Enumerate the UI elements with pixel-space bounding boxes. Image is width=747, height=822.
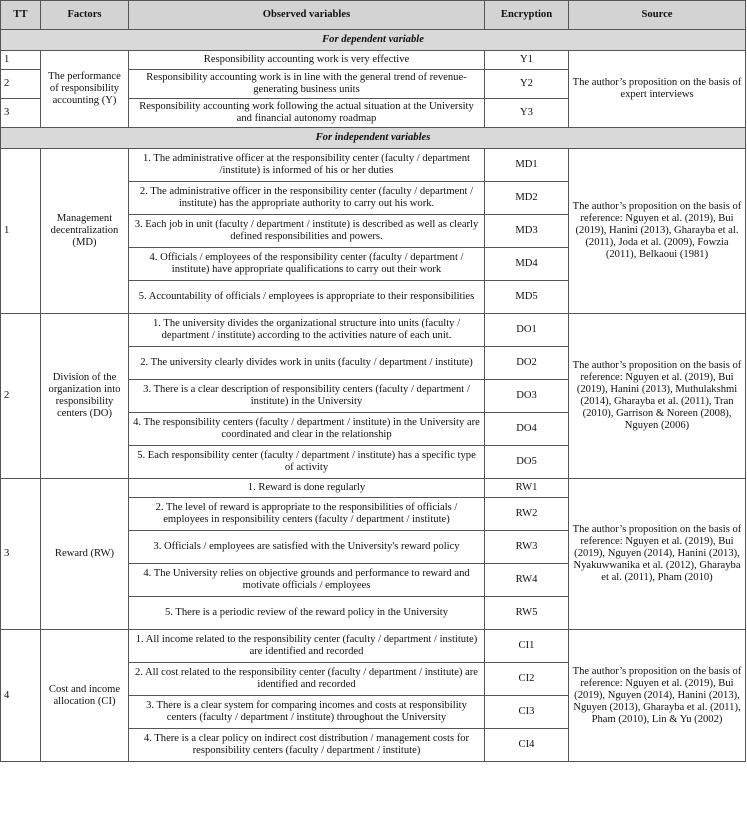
variable-cell: 1. The university divides the organizational structure into units (faculty / department / institute) according to the activities nature of each unit. (129, 314, 485, 347)
variable-cell: 2. All cost related to the responsibility center (faculty / department / institute) are identified and recorded (129, 663, 485, 696)
code-cell: CI2 (485, 663, 569, 696)
code-cell: RW2 (485, 498, 569, 531)
factor-cell: Cost and income allocation (CI) (41, 630, 129, 762)
code-cell: DO2 (485, 347, 569, 380)
variable-cell: 3. Each job in unit (faculty / department / institute) is described as well as clearly defined responsibilities and powers. (129, 215, 485, 248)
variable-cell: 3. There is a clear description of responsibility centers (faculty / department / institute) in the University (129, 380, 485, 413)
section-dependent: For dependent variable (1, 30, 746, 51)
source-cell: The author’s proposition on the basis of expert interviews (569, 51, 746, 128)
variable-cell: Responsibility accounting work following the actual situation at the University and financial autonomy roadmap (129, 99, 485, 128)
code-cell: DO1 (485, 314, 569, 347)
group-tt: 4 (1, 630, 41, 762)
code-cell: DO4 (485, 413, 569, 446)
factor-cell: Reward (RW) (41, 479, 129, 630)
code-cell: DO5 (485, 446, 569, 479)
table-row (1, 479, 746, 498)
variable-cell: 2. The level of reward is appropriate to the responsibilities of officials / employees in responsibility centers (faculty / department / institute) (129, 498, 485, 531)
variable-cell: 1. All income related to the responsibility center (faculty / department / institute) are identified and recorded (129, 630, 485, 663)
section-independent: For independent variables (1, 128, 746, 149)
code-cell: RW3 (485, 531, 569, 564)
code-cell: Y3 (485, 99, 569, 128)
group-tt: 1 (1, 149, 41, 314)
group-tt: 3 (1, 479, 41, 630)
source-cell: The author’s proposition on the basis of reference: Nguyen et al. (2019), Bui (2019), Nguyen (2014), Hanini (2013), Nyakuwwanika et al. (2012), Gharayba et al. (2011), Pham (2010) (569, 479, 746, 630)
table-row (1, 51, 746, 70)
variable-cell: Responsibility accounting work is in line with the general trend of revenue-generating business units (129, 70, 485, 99)
variable-cell: 4. The University relies on objective grounds and performance to reward and motivate officials / employees (129, 564, 485, 597)
header-source: Source (569, 1, 746, 30)
factor-cell: Management decentralization (MD) (41, 149, 129, 314)
code-cell: MD2 (485, 182, 569, 215)
header-factors: Factors (41, 1, 129, 30)
code-cell: RW4 (485, 564, 569, 597)
source-cell: The author’s proposition on the basis of reference: Nguyen et al. (2019), Bui (2019), Nguyen (2014), Hanini (2013), Nguyen (2013), Gharayba et al. (2011), Pham (2010), Lin & Yu (2002) (569, 630, 746, 762)
table-row (1, 630, 746, 663)
code-cell: MD5 (485, 281, 569, 314)
factor-cell: Division of the organization into responsibility centers (DO) (41, 314, 129, 479)
table-row (1, 149, 746, 182)
code-cell: RW5 (485, 597, 569, 630)
variable-cell: 3. Officials / employees are satisfied with the University's reward policy (129, 531, 485, 564)
header-encryption: Encryption (485, 1, 569, 30)
header-tt: TT (1, 1, 41, 30)
group-tt: 2 (1, 314, 41, 479)
variable-cell: 4. The responsibility centers (faculty / department / institute) in the University are coordinated and clear in the relationship (129, 413, 485, 446)
row-tt: 1 (1, 51, 41, 70)
variable-cell: 3. There is a clear system for comparing incomes and costs at responsibility centers (faculty / department / institute) throughout the University (129, 696, 485, 729)
variable-cell: 2. The administrative officer in the responsibility center (faculty / department / institute) has the appropriate authority to carry out his work. (129, 182, 485, 215)
code-cell: DO3 (485, 380, 569, 413)
code-cell: CI4 (485, 729, 569, 762)
header-observed-variables: Observed variables (129, 1, 485, 30)
code-cell: Y2 (485, 70, 569, 99)
variable-cell: 4. Officials / employees of the responsibility center (faculty / department / institute) have appropriate qualifications to carry out their work (129, 248, 485, 281)
variable-cell: Responsibility accounting work is very effective (129, 51, 485, 70)
code-cell: MD3 (485, 215, 569, 248)
factor-cell: The performance of responsibility accounting (Y) (41, 51, 129, 128)
source-cell: The author’s proposition on the basis of reference: Nguyen et al. (2019), Bui (2019), Hanini (2013), Muthulakshmi (2014), Gharayba et al. (2011), Tran (2010), Garrison & Noreen (2008), Nguyen (2006) (569, 314, 746, 479)
header-row (1, 1, 746, 30)
code-cell: MD1 (485, 149, 569, 182)
code-cell: Y1 (485, 51, 569, 70)
source-cell: The author’s proposition on the basis of reference: Nguyen et al. (2019), Bui (2019), Hanini (2013), Gharayba et al. (2011), Joda et al. (2009), Fowzia (2011), Belkaoui (1981) (569, 149, 746, 314)
variable-cell: 5. Accountability of officials / employees is appropriate to their responsibilities (129, 281, 485, 314)
code-cell: MD4 (485, 248, 569, 281)
variable-cell: 1. Reward is done regularly (129, 479, 485, 498)
variable-cell: 5. There is a periodic review of the reward policy in the University (129, 597, 485, 630)
table-row (1, 314, 746, 347)
variable-cell: 5. Each responsibility center (faculty / department / institute) has a specific type of activity (129, 446, 485, 479)
code-cell: CI1 (485, 630, 569, 663)
code-cell: RW1 (485, 479, 569, 498)
code-cell: CI3 (485, 696, 569, 729)
variable-cell: 2. The university clearly divides work in units (faculty / department / institute) (129, 347, 485, 380)
row-tt: 2 (1, 70, 41, 99)
variable-cell: 4. There is a clear policy on indirect cost distribution / management costs for responsibility centers (faculty / department / institute) (129, 729, 485, 762)
variable-cell: 1. The administrative officer at the responsibility center (faculty / department /institute) is informed of his or her duties (129, 149, 485, 182)
row-tt: 3 (1, 99, 41, 128)
